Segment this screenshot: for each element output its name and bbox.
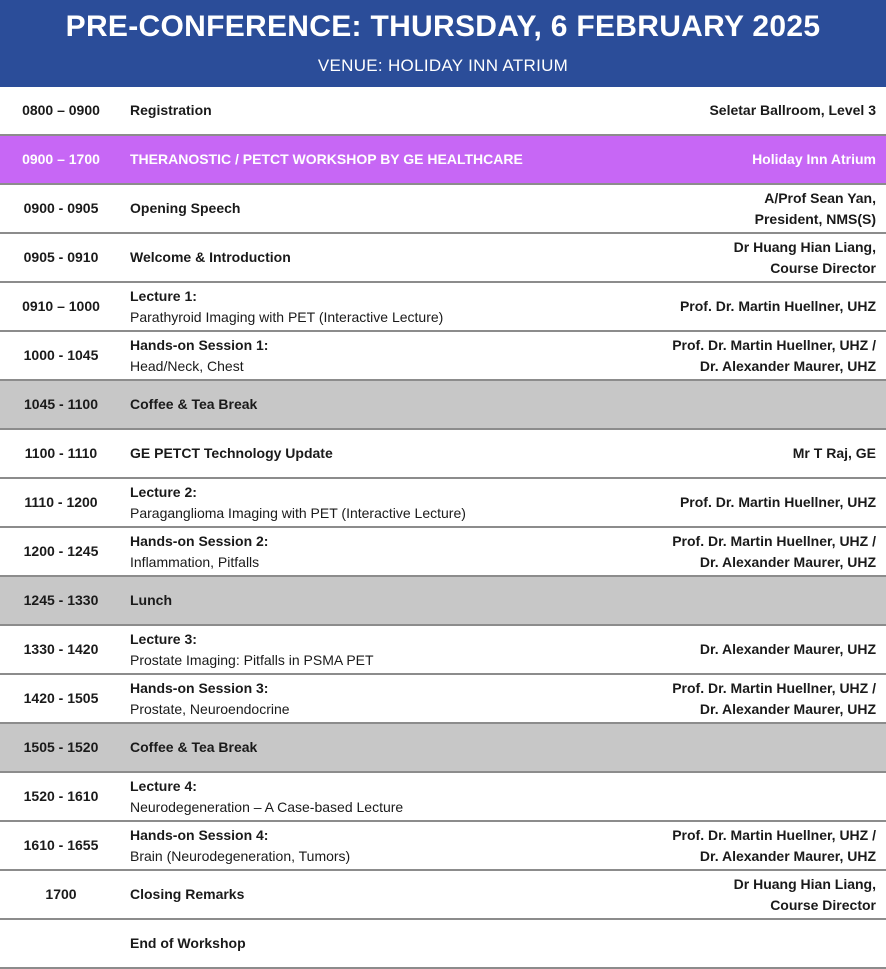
speaker-line: Prof. Dr. Martin Huellner, UHZ / — [672, 336, 876, 353]
speaker-cell — [476, 381, 876, 428]
workshop-banner-row — [0, 136, 886, 185]
time-cell: 1505 - 1520 — [23, 739, 99, 755]
time-cell: 1200 - 1245 — [23, 543, 99, 559]
schedule-row — [0, 234, 886, 283]
activity-title: Hands-on Session 1: — [130, 336, 269, 353]
speaker-cell — [476, 87, 876, 134]
time-cell: 1420 - 1505 — [23, 690, 99, 706]
speaker-cell — [476, 577, 876, 624]
schedule-row — [0, 920, 886, 969]
time-cell: 1520 - 1610 — [23, 788, 99, 804]
speaker-cell — [476, 822, 876, 869]
schedule-row — [0, 430, 886, 479]
activity-subtitle: Head/Neck, Chest — [130, 357, 244, 374]
speaker-line: Dr. Alexander Maurer, UHZ — [699, 641, 876, 657]
speaker-line: Prof. Dr. Martin Huellner, UHZ — [679, 494, 876, 510]
speaker-line: Dr. Alexander Maurer, UHZ — [699, 357, 876, 374]
speaker-line: Course Director — [770, 896, 876, 913]
schedule-row — [0, 283, 886, 332]
schedule-row — [0, 626, 886, 675]
activity-title: Lunch — [130, 592, 172, 608]
speaker-cell — [476, 528, 876, 575]
activity-subtitle: Brain (Neurodegeneration, Tumors) — [130, 847, 351, 864]
activity-title: End of Workshop — [130, 935, 246, 951]
speaker-cell — [476, 871, 876, 918]
time-cell: 0800 – 0900 — [22, 102, 100, 118]
activity-title: Lecture 2: — [130, 483, 197, 500]
schedule-row — [0, 479, 886, 528]
time-cell: 1330 - 1420 — [23, 641, 99, 657]
activity-title: Coffee & Tea Break — [130, 396, 258, 412]
speaker-line: President, NMS(S) — [754, 210, 876, 227]
page-title: PRE-CONFERENCE: THURSDAY, 6 FEBRUARY 2025 — [65, 10, 821, 43]
activity-subtitle: Prostate, Neuroendocrine — [130, 700, 290, 717]
speaker-cell — [476, 773, 876, 820]
speaker-line: Dr Huang Hian Liang, — [733, 238, 876, 255]
activity-title: Coffee & Tea Break — [130, 739, 258, 755]
activity-subtitle: Prostate Imaging: Pitfalls in PSMA PET — [130, 651, 374, 668]
schedule-row — [0, 185, 886, 234]
speaker-line: Mr T Raj, GE — [792, 445, 876, 461]
activity-title: THERANOSTIC / PETCT WORKSHOP BY GE HEALTHCARE — [130, 151, 523, 167]
schedule-table — [0, 87, 886, 969]
time-cell: 1245 - 1330 — [23, 592, 99, 608]
time-cell: 1100 - 1110 — [24, 445, 98, 461]
speaker-line: Dr. Alexander Maurer, UHZ — [699, 700, 876, 717]
time-cell: 0900 - 0905 — [23, 200, 99, 216]
time-cell: 1700 — [45, 886, 77, 902]
speaker-cell — [476, 626, 876, 673]
time-cell: 0905 - 0910 — [23, 249, 99, 265]
speaker-line: Prof. Dr. Martin Huellner, UHZ — [679, 298, 876, 314]
break-row — [0, 381, 886, 430]
speaker-cell — [476, 479, 876, 526]
break-row — [0, 577, 886, 626]
speaker-line: A/Prof Sean Yan, — [764, 189, 876, 206]
speaker-cell — [476, 920, 876, 967]
speaker-line: Course Director — [770, 259, 876, 276]
speaker-cell — [476, 332, 876, 379]
speaker-line: Prof. Dr. Martin Huellner, UHZ / — [672, 532, 876, 549]
time-cell: 0900 – 1700 — [22, 151, 100, 167]
speaker-line: Holiday Inn Atrium — [752, 151, 876, 167]
activity-title: Registration — [130, 102, 212, 118]
activity-title: Lecture 4: — [130, 777, 197, 794]
activity-title: Opening Speech — [130, 200, 241, 216]
speaker-cell — [476, 675, 876, 722]
activity-title: Lecture 3: — [130, 630, 197, 647]
speaker-cell — [476, 136, 876, 183]
activity-title: Closing Remarks — [130, 886, 245, 902]
speaker-cell — [476, 185, 876, 232]
speaker-cell — [476, 283, 876, 330]
schedule-row — [0, 822, 886, 871]
schedule-row — [0, 332, 886, 381]
speaker-line: Prof. Dr. Martin Huellner, UHZ / — [672, 826, 876, 843]
activity-subtitle: Inflammation, Pitfalls — [130, 553, 260, 570]
speaker-cell — [476, 724, 876, 771]
speaker-line: Prof. Dr. Martin Huellner, UHZ / — [672, 679, 876, 696]
schedule-header — [0, 0, 886, 87]
speaker-cell — [476, 234, 876, 281]
time-cell: 0910 – 1000 — [22, 298, 100, 314]
schedule-row — [0, 773, 886, 822]
activity-subtitle: Neurodegeneration – A Case-based Lecture — [130, 798, 404, 815]
time-cell: 1110 - 1200 — [24, 494, 98, 510]
activity-title: Hands-on Session 3: — [130, 679, 269, 696]
activity-title: GE PETCT Technology Update — [130, 445, 333, 461]
schedule-row — [0, 528, 886, 577]
speaker-line: Seletar Ballroom, Level 3 — [709, 102, 876, 118]
activity-title: Welcome & Introduction — [130, 249, 291, 265]
time-cell: 1000 - 1045 — [23, 347, 99, 363]
schedule-row — [0, 87, 886, 136]
schedule-row — [0, 675, 886, 724]
speaker-cell — [476, 430, 876, 477]
venue-subtitle: VENUE: HOLIDAY INN ATRIUM — [317, 56, 569, 75]
time-cell — [0, 920, 122, 967]
activity-title: Lecture 1: — [130, 287, 197, 304]
activity-title: Hands-on Session 4: — [130, 826, 269, 843]
activity-subtitle: Parathyroid Imaging with PET (Interactive Lecture) — [130, 308, 444, 325]
activity-subtitle: Paraganglioma Imaging with PET (Interactive Lecture) — [130, 504, 466, 521]
speaker-line: Dr. Alexander Maurer, UHZ — [699, 553, 876, 570]
schedule-row — [0, 871, 886, 920]
time-cell: 1045 - 1100 — [24, 396, 98, 412]
time-cell: 1610 - 1655 — [23, 837, 99, 853]
speaker-line: Dr Huang Hian Liang, — [733, 875, 876, 892]
speaker-line: Dr. Alexander Maurer, UHZ — [699, 847, 876, 864]
break-row — [0, 724, 886, 773]
activity-title: Hands-on Session 2: — [130, 532, 269, 549]
